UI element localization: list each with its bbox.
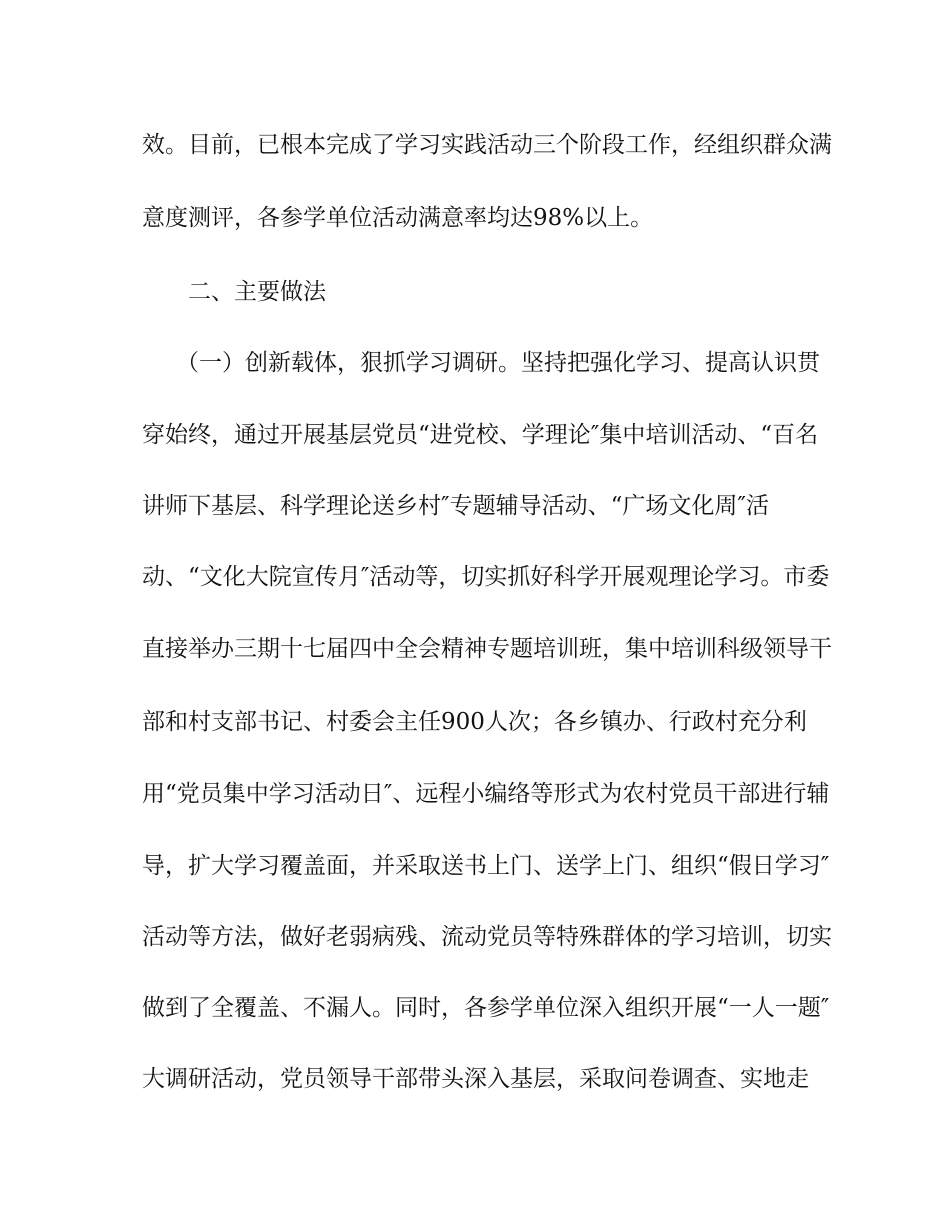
body-text-line: 导，扩大学习覆盖面，并采取送书上门、送学上门、组织“假日学习″ [142,853,830,879]
body-text-line: 大调研活动，党员领导干部带头深入基层，采取问卷调查、实地走 [142,1066,809,1092]
body-text-line: 动、“文化大院宣传月″活动等，切实抓好科学开展观理论学习。市委 [142,564,830,590]
subsection-heading-line: （一）创新载体，狠抓学习调研。坚持把强化学习、提高认识贯 [176,350,820,376]
body-text-line: 讲师下基层、科学理论送乡村″专题辅导活动、“广场文化周″活 [142,493,769,519]
body-text-line: 意度测评，各参学单位活动满意率均达98%以上。 [142,205,654,231]
body-text-line: 穿始终，通过开展基层党员“进党校、学理论″集中培训活动、“百名 [142,422,819,448]
body-text-line: 效。目前，已根本完成了学习实践活动三个阶段工作，经组织群众满 [142,132,832,158]
body-text-line: 做到了全覆盖、不漏人。同时，各参学单位深入组织开展“一人一题″ [142,995,830,1021]
body-text-line: 直接举办三期十七届四中全会精神专题培训班，集中培训科级领导干 [142,636,832,662]
body-text-line: 活动等方法，做好老弱病残、流动党员等特殊群体的学习培训，切实 [142,924,832,950]
section-heading: 二、主要做法 [188,279,326,305]
body-text-line: 用“党员集中学习活动日″、远程小编络等形式为农村党员干部进行辅 [142,781,830,807]
body-text-line: 部和村支部书记、村委会主任900人次；各乡镇办、行政村充分利 [142,709,807,735]
